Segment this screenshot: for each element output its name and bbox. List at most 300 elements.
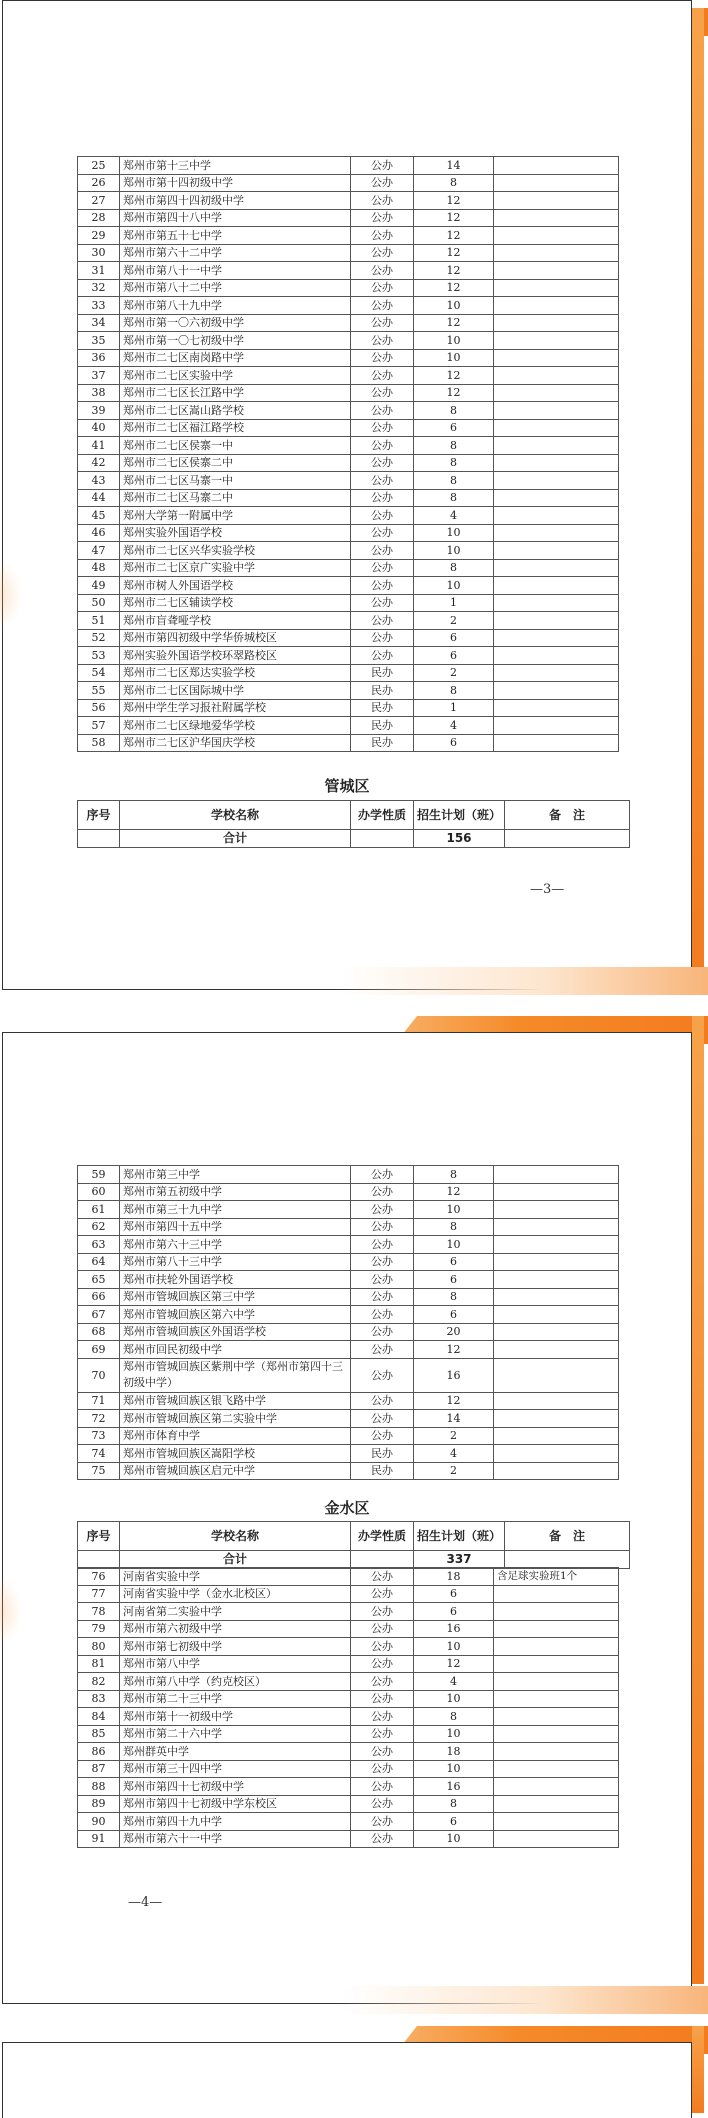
row-note: [494, 1778, 619, 1796]
table-row: [78, 1603, 619, 1621]
school-nature: 公办: [351, 489, 414, 507]
enrollment-plan: 12: [414, 384, 494, 402]
row-note: [494, 1620, 619, 1638]
row-number: 28: [78, 209, 120, 227]
row-number: 74: [78, 1445, 120, 1463]
school-nature: 公办: [351, 1166, 414, 1184]
school-table: [77, 156, 619, 752]
enrollment-plan: 12: [414, 244, 494, 262]
school-table: [77, 1567, 619, 1848]
row-number: 58: [78, 734, 120, 752]
school-name: 郑州市第八中学: [120, 1655, 351, 1673]
total-row-no: [78, 830, 120, 848]
enrollment-plan: 8: [414, 489, 494, 507]
col-header-nature: 办学性质: [351, 801, 414, 830]
table-row: [78, 402, 619, 420]
row-number: 89: [78, 1795, 120, 1813]
enrollment-plan: 12: [414, 209, 494, 227]
school-name: 河南省实验中学（金水北校区）: [120, 1585, 351, 1603]
row-number: 37: [78, 367, 120, 385]
row-note: [494, 524, 619, 542]
school-name: 郑州市二七区马寨一中: [120, 472, 351, 490]
row-number: 87: [78, 1760, 120, 1778]
school-nature: 公办: [351, 1323, 414, 1341]
table-row: [78, 1271, 619, 1289]
school-nature: 公办: [351, 1392, 414, 1410]
school-nature: 民办: [351, 1462, 414, 1480]
enrollment-plan: 8: [414, 402, 494, 420]
row-number: 76: [78, 1568, 120, 1586]
row-number: 73: [78, 1427, 120, 1445]
table-row: [78, 1760, 619, 1778]
row-number: 30: [78, 244, 120, 262]
school-nature: 公办: [351, 1638, 414, 1656]
row-number: 51: [78, 612, 120, 630]
school-name: 郑州市第三十四中学: [120, 1760, 351, 1778]
school-name: 郑州实验外国语学校环翠路校区: [120, 647, 351, 665]
row-number: 40: [78, 419, 120, 437]
table-row: [78, 559, 619, 577]
row-number: 47: [78, 542, 120, 560]
table-row: [78, 279, 619, 297]
table-row: [78, 1306, 619, 1324]
school-name: 郑州中学生学习报社附属学校: [120, 699, 351, 717]
school-name: 郑州市二七区嵩山路学校: [120, 402, 351, 420]
table-row: [78, 349, 619, 367]
table-row: [78, 384, 619, 402]
row-note: [494, 1218, 619, 1236]
table-row: [78, 1253, 619, 1271]
table-row: [78, 507, 619, 525]
school-nature: 民办: [351, 699, 414, 717]
school-nature: 公办: [351, 542, 414, 560]
school-name: 郑州市第四初级中学华侨城校区: [120, 629, 351, 647]
row-number: 33: [78, 297, 120, 315]
row-number: 35: [78, 332, 120, 350]
enrollment-plan: 10: [414, 542, 494, 560]
row-note: [494, 1288, 619, 1306]
row-note: [494, 454, 619, 472]
table-row: [78, 227, 619, 245]
row-number: 79: [78, 1620, 120, 1638]
school-nature: 公办: [351, 367, 414, 385]
school-name: 郑州市二七区国际城中学: [120, 682, 351, 700]
table-row: [78, 1813, 619, 1831]
district-header-table: [77, 1521, 630, 1569]
school-name: 郑州市二七区侯寨二中: [120, 454, 351, 472]
school-nature: 公办: [351, 262, 414, 280]
enrollment-plan: 6: [414, 647, 494, 665]
school-name: 郑州市第五初级中学: [120, 1183, 351, 1201]
school-nature: 公办: [351, 1183, 414, 1201]
school-name: 郑州市二七区福江路学校: [120, 419, 351, 437]
row-number: 50: [78, 594, 120, 612]
table-row: [78, 157, 619, 175]
school-nature: 公办: [351, 1708, 414, 1726]
school-nature: 公办: [351, 1830, 414, 1848]
row-note: [494, 157, 619, 175]
table-row: [78, 1830, 619, 1848]
school-nature: 民办: [351, 682, 414, 700]
total-label: 合计: [120, 1551, 351, 1569]
enrollment-plan: 12: [414, 367, 494, 385]
table-row: [78, 1288, 619, 1306]
table-row: [78, 1183, 619, 1201]
school-name: 郑州市第八十一中学: [120, 262, 351, 280]
row-number: 61: [78, 1201, 120, 1219]
table-row: [78, 472, 619, 490]
enrollment-plan: 12: [414, 279, 494, 297]
enrollment-plan: 14: [414, 1410, 494, 1428]
page-number: —3—: [530, 882, 565, 897]
row-note: [494, 1341, 619, 1359]
enrollment-plan: 10: [414, 1690, 494, 1708]
row-number: 29: [78, 227, 120, 245]
row-note: [494, 1760, 619, 1778]
enrollment-plan: 8: [414, 1288, 494, 1306]
row-number: 39: [78, 402, 120, 420]
enrollment-plan: 6: [414, 419, 494, 437]
row-note: [494, 1323, 619, 1341]
district-title: 管城区: [324, 777, 370, 795]
enrollment-plan: 8: [414, 437, 494, 455]
row-note: [494, 367, 619, 385]
table-row: [78, 419, 619, 437]
page-decoration: [0, 1576, 22, 1646]
row-note: [494, 664, 619, 682]
school-name: 郑州市第四十四初级中学: [120, 192, 351, 210]
enrollment-plan: 10: [414, 332, 494, 350]
school-nature: 公办: [351, 419, 414, 437]
school-name: 郑州市回民初级中学: [120, 1341, 351, 1359]
table-row: [78, 542, 619, 560]
district-header-table: [77, 800, 630, 848]
school-name: 郑州市第六初级中学: [120, 1620, 351, 1638]
row-note: [494, 1253, 619, 1271]
school-nature: 公办: [351, 437, 414, 455]
table-row: [78, 489, 619, 507]
row-note: [494, 1410, 619, 1428]
row-number: 32: [78, 279, 120, 297]
school-nature: 公办: [351, 1306, 414, 1324]
row-note: [494, 437, 619, 455]
school-name: 郑州市第一〇六初级中学: [120, 314, 351, 332]
enrollment-plan: 10: [414, 577, 494, 595]
school-name: 郑州市管城回族区启元中学: [120, 1462, 351, 1480]
enrollment-plan: 12: [414, 1392, 494, 1410]
school-nature: 公办: [351, 1236, 414, 1254]
table-row: [78, 647, 619, 665]
row-note: [494, 594, 619, 612]
row-note: [494, 647, 619, 665]
school-nature: 公办: [351, 1813, 414, 1831]
school-name: 郑州市盲聋哑学校: [120, 612, 351, 630]
table-row: [78, 1638, 619, 1656]
enrollment-plan: 4: [414, 1673, 494, 1691]
row-note: [494, 1655, 619, 1673]
table-row: [78, 297, 619, 315]
row-note: [494, 1795, 619, 1813]
enrollment-plan: 1: [414, 594, 494, 612]
row-note: [494, 1236, 619, 1254]
enrollment-plan: 2: [414, 612, 494, 630]
col-header-no: 序号: [78, 1522, 120, 1551]
row-note: [494, 1690, 619, 1708]
school-name: 河南省实验中学: [120, 1568, 351, 1586]
row-number: 64: [78, 1253, 120, 1271]
row-note: [494, 244, 619, 262]
row-note: [494, 297, 619, 315]
school-nature: 公办: [351, 1725, 414, 1743]
page-3: [0, 0, 708, 995]
school-nature: 民办: [351, 734, 414, 752]
enrollment-plan: 2: [414, 1427, 494, 1445]
row-number: 84: [78, 1708, 120, 1726]
school-name: 郑州市第八十二中学: [120, 279, 351, 297]
school-name: 郑州市管城回族区第六中学: [120, 1306, 351, 1324]
col-header-note: 备 注: [505, 1522, 630, 1551]
row-number: 77: [78, 1585, 120, 1603]
school-nature: 公办: [351, 157, 414, 175]
enrollment-plan: 16: [414, 1778, 494, 1796]
enrollment-plan: 10: [414, 297, 494, 315]
enrollment-plan: 12: [414, 1183, 494, 1201]
school-nature: 公办: [351, 559, 414, 577]
row-note: [494, 419, 619, 437]
row-number: 27: [78, 192, 120, 210]
school-name: 郑州实验外国语学校: [120, 524, 351, 542]
row-number: 66: [78, 1288, 120, 1306]
row-note: [494, 489, 619, 507]
row-number: 44: [78, 489, 120, 507]
school-nature: 公办: [351, 1760, 414, 1778]
row-note: [494, 734, 619, 752]
page-decoration: [692, 1016, 704, 1984]
enrollment-plan: 12: [414, 192, 494, 210]
school-name: 郑州市第七初级中学: [120, 1638, 351, 1656]
enrollment-plan: 12: [414, 227, 494, 245]
school-name: 郑州市第四十九中学: [120, 1813, 351, 1831]
total-plan: 156: [414, 830, 505, 848]
col-header-no: 序号: [78, 801, 120, 830]
row-note: [494, 1166, 619, 1184]
enrollment-plan: 8: [414, 472, 494, 490]
enrollment-plan: 12: [414, 1655, 494, 1673]
row-note: [494, 1358, 619, 1392]
district-title: 金水区: [324, 1499, 370, 1517]
row-note: [494, 682, 619, 700]
enrollment-plan: 8: [414, 559, 494, 577]
table-row: [78, 594, 619, 612]
school-name: 郑州市第二十三中学: [120, 1690, 351, 1708]
table-row: [78, 262, 619, 280]
row-number: 56: [78, 699, 120, 717]
row-note: [494, 209, 619, 227]
school-nature: 公办: [351, 314, 414, 332]
school-name: 郑州市第四十七初级中学: [120, 1778, 351, 1796]
row-number: 78: [78, 1603, 120, 1621]
row-number: 81: [78, 1655, 120, 1673]
table-row: [78, 1725, 619, 1743]
row-number: 72: [78, 1410, 120, 1428]
enrollment-plan: 8: [414, 1708, 494, 1726]
row-note: [494, 1201, 619, 1219]
row-number: 71: [78, 1392, 120, 1410]
table-row: [78, 332, 619, 350]
table-row: [78, 1462, 619, 1480]
row-number: 57: [78, 717, 120, 735]
table-row: [78, 1690, 619, 1708]
row-note: [494, 1585, 619, 1603]
school-name: 郑州市管城回族区嵩阳学校: [120, 1445, 351, 1463]
row-note: [494, 1183, 619, 1201]
table-row: [78, 314, 619, 332]
table-row: [78, 1743, 619, 1761]
enrollment-plan: 18: [414, 1568, 494, 1586]
row-number: 88: [78, 1778, 120, 1796]
enrollment-plan: 4: [414, 1445, 494, 1463]
enrollment-plan: 6: [414, 1813, 494, 1831]
page-decoration: [340, 967, 708, 995]
enrollment-plan: 6: [414, 1253, 494, 1271]
enrollment-plan: 6: [414, 1271, 494, 1289]
table-row: [78, 524, 619, 542]
school-nature: 民办: [351, 664, 414, 682]
row-note: [494, 577, 619, 595]
school-nature: 公办: [351, 472, 414, 490]
row-note: [494, 402, 619, 420]
school-name: 郑州市树人外国语学校: [120, 577, 351, 595]
school-table: [77, 1165, 619, 1480]
table-row: [78, 1655, 619, 1673]
enrollment-plan: 6: [414, 1603, 494, 1621]
enrollment-plan: 6: [414, 1585, 494, 1603]
row-note: [494, 507, 619, 525]
row-note: 含足球实验班1个: [494, 1568, 619, 1586]
row-note: [494, 262, 619, 280]
school-name: 郑州市第六十一中学: [120, 1830, 351, 1848]
col-header-plan: 招生计划（班）: [414, 801, 505, 830]
row-number: 69: [78, 1341, 120, 1359]
row-note: [494, 192, 619, 210]
school-name: 河南省第二实验中学: [120, 1603, 351, 1621]
school-name: 郑州市第四十七初级中学东校区: [120, 1795, 351, 1813]
table-row: [78, 1341, 619, 1359]
table-row: [78, 1708, 619, 1726]
school-name: 郑州市二七区兴华实验学校: [120, 542, 351, 560]
col-header-note: 备 注: [505, 801, 630, 830]
row-number: 36: [78, 349, 120, 367]
school-nature: 公办: [351, 1778, 414, 1796]
school-name: 郑州群英中学: [120, 1743, 351, 1761]
table-row: [78, 664, 619, 682]
school-nature: 公办: [351, 1253, 414, 1271]
table-row: [78, 244, 619, 262]
enrollment-plan: 8: [414, 1218, 494, 1236]
row-note: [494, 1427, 619, 1445]
enrollment-plan: 4: [414, 507, 494, 525]
school-name: 郑州市第八十九中学: [120, 297, 351, 315]
row-number: 25: [78, 157, 120, 175]
row-note: [494, 384, 619, 402]
col-header-nature: 办学性质: [351, 1522, 414, 1551]
school-name: 郑州市二七区长江路中学: [120, 384, 351, 402]
school-nature: 公办: [351, 1690, 414, 1708]
school-name: 郑州市管城回族区外国语学校: [120, 1323, 351, 1341]
row-note: [494, 559, 619, 577]
school-nature: 公办: [351, 647, 414, 665]
school-name: 郑州市二七区辅读学校: [120, 594, 351, 612]
enrollment-plan: 14: [414, 157, 494, 175]
col-header-plan: 招生计划（班）: [414, 1522, 505, 1551]
school-nature: 公办: [351, 297, 414, 315]
school-name: 郑州市二七区南岗路中学: [120, 349, 351, 367]
school-name: 郑州市第十一初级中学: [120, 1708, 351, 1726]
table-row: [78, 1410, 619, 1428]
row-note: [494, 1392, 619, 1410]
school-name: 郑州市第六十二中学: [120, 244, 351, 262]
enrollment-plan: 10: [414, 1201, 494, 1219]
school-name: 郑州市二七区实验中学: [120, 367, 351, 385]
row-note: [494, 1638, 619, 1656]
row-note: [494, 314, 619, 332]
row-number: 90: [78, 1813, 120, 1831]
row-note: [494, 1462, 619, 1480]
table-row: [78, 699, 619, 717]
school-name: 郑州市第八中学（约克校区）: [120, 1673, 351, 1691]
school-name: 郑州市第四十五中学: [120, 1218, 351, 1236]
row-note: [494, 174, 619, 192]
row-number: 26: [78, 174, 120, 192]
enrollment-plan: 10: [414, 1638, 494, 1656]
row-note: [494, 472, 619, 490]
school-name: 郑州市二七区侯寨一中: [120, 437, 351, 455]
enrollment-plan: 12: [414, 314, 494, 332]
row-note: [494, 1673, 619, 1691]
table-row: [78, 682, 619, 700]
page-decoration: [692, 8, 704, 976]
school-name: 郑州市管城回族区第三中学: [120, 1288, 351, 1306]
table-row: [78, 192, 619, 210]
school-name: 郑州市二七区沪华国庆学校: [120, 734, 351, 752]
school-nature: 公办: [351, 1743, 414, 1761]
school-name: 郑州市第十三中学: [120, 157, 351, 175]
row-number: 43: [78, 472, 120, 490]
school-nature: 公办: [351, 1358, 414, 1392]
school-name: 郑州市第四十八中学: [120, 209, 351, 227]
enrollment-plan: 6: [414, 1306, 494, 1324]
school-nature: 公办: [351, 577, 414, 595]
page-number: —4—: [128, 1895, 163, 1910]
enrollment-plan: 8: [414, 454, 494, 472]
school-nature: 公办: [351, 402, 414, 420]
row-note: [494, 542, 619, 560]
enrollment-plan: 8: [414, 1166, 494, 1184]
row-number: 60: [78, 1183, 120, 1201]
school-nature: 公办: [351, 629, 414, 647]
school-name: 郑州市扶轮外国语学校: [120, 1271, 351, 1289]
row-note: [494, 1603, 619, 1621]
enrollment-plan: 16: [414, 1358, 494, 1392]
table-row: [78, 1778, 619, 1796]
school-nature: 公办: [351, 349, 414, 367]
school-nature: 公办: [351, 594, 414, 612]
total-nature: [351, 830, 414, 848]
table-row: [78, 629, 619, 647]
enrollment-plan: 2: [414, 1462, 494, 1480]
row-number: 41: [78, 437, 120, 455]
row-number: 70: [78, 1358, 120, 1392]
